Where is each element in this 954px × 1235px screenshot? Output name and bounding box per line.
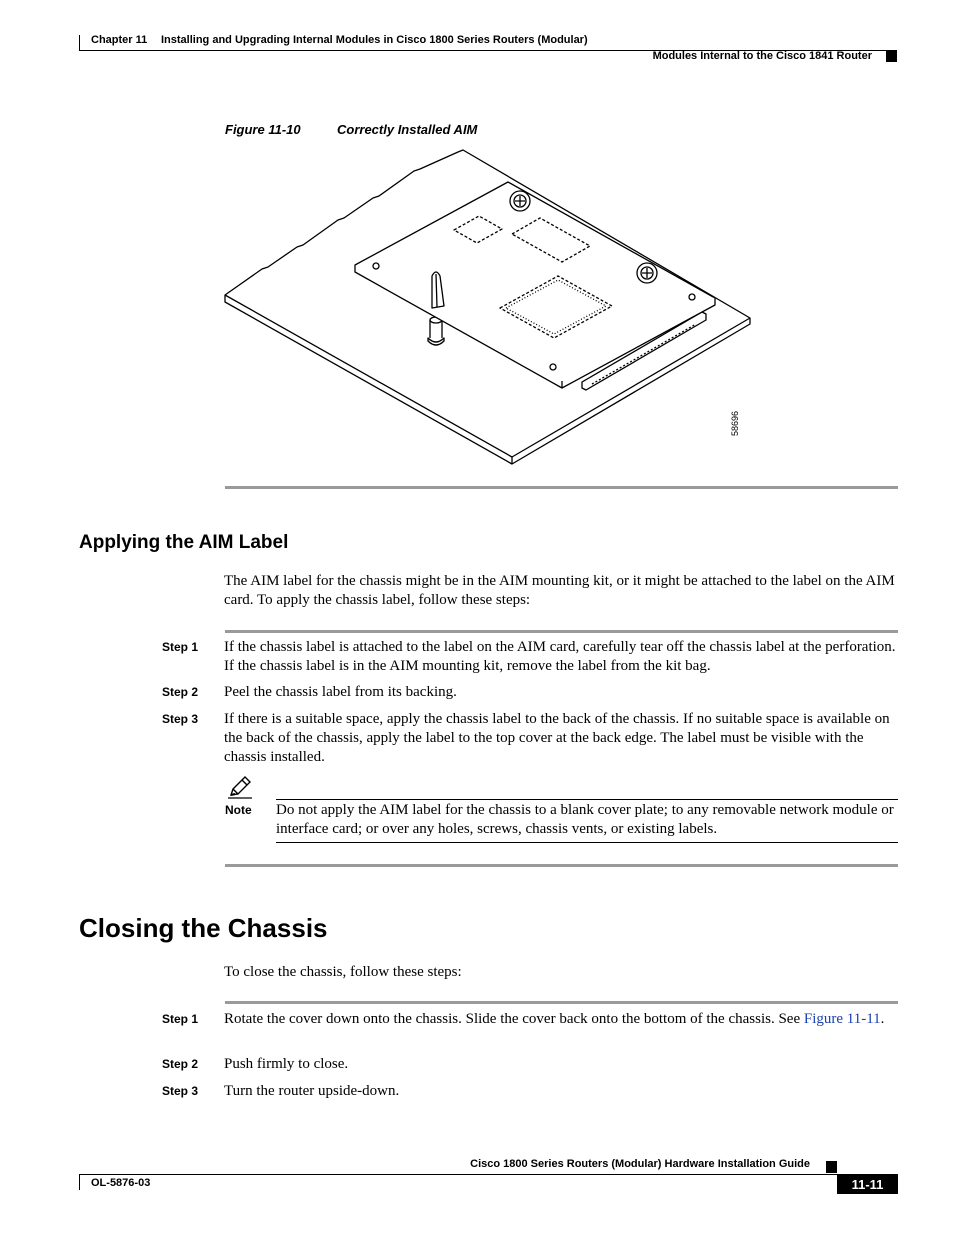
aim-step-2-text: Peel the chassis label from its backing. <box>224 684 457 700</box>
closing-step-1-label: Step 1 <box>162 1012 199 1026</box>
note-pencil-icon <box>227 775 253 799</box>
aim-step-1-text: If the chassis label is attached to the label on the AIM card, carefully tear off the chassis label at the perforation. If the chassis label is in the AIM mounting kit, remove the label from the kit bag. <box>224 639 896 674</box>
footer-page-number: 11-11 <box>837 1174 898 1194</box>
aim-installed-illustration <box>222 148 756 468</box>
closing-step-2-label: Step 2 <box>162 1057 199 1071</box>
header-left-rule <box>79 35 80 51</box>
header-chapter: Chapter 11 <box>91 34 148 46</box>
footer-left-rule <box>79 1174 80 1190</box>
closing-step-3-text: Turn the router upside-down. <box>224 1083 400 1099</box>
card-screw-top <box>510 191 530 211</box>
aim-step-3-label: Step 3 <box>162 712 199 726</box>
figure-art-id: 58696 <box>730 410 740 436</box>
aim-label-intro: The AIM label for the chassis might be in the AIM mounting kit, or it might be attached to the label on the AIM card. To apply the chassis label, follow these steps: <box>224 573 895 608</box>
header-section-title: Modules Internal to the Cisco 1841 Router <box>652 50 872 62</box>
aim-step-3-text: If there is a suitable space, apply the chassis label to the back of the chassis. If no suitable space is available on the back of the chassis, apply the label to the top cover at the back edge. The label must be visible with the chassis installed. <box>224 711 890 765</box>
closing-steps-top-rule <box>225 1001 898 1004</box>
section-heading-closing-chassis: Closing the Chassis <box>79 913 328 943</box>
figure-11-11-link[interactable]: Figure 11-11 <box>803 1011 881 1027</box>
section-heading-aim-label: Applying the AIM Label <box>79 532 289 553</box>
section-end-rule <box>225 864 898 867</box>
closing-intro: To close the chassis, follow these steps: <box>224 964 462 980</box>
note-bottom-rule <box>276 842 898 843</box>
footer-marker-block <box>826 1161 837 1173</box>
note-text: Do not apply the AIM label for the chassis to a blank cover plate; to any removable network module or interface card; or over any holes, screws, chassis vents, or existing labels. <box>276 802 894 837</box>
steps-top-rule <box>225 630 898 633</box>
figure-title: Correctly Installed AIM <box>337 122 478 137</box>
closing-step-1-text <box>224 1010 898 1029</box>
card-screw-right <box>637 263 657 283</box>
closing-step-1-text-after: . <box>880 1011 885 1027</box>
closing-step-1-text-before: Rotate the cover down onto the chassis. Slide the cover back onto the bottom of the chassis. See <box>224 1011 804 1027</box>
aim-step-2-label: Step 2 <box>162 685 199 699</box>
footer-rule <box>79 1174 897 1175</box>
footer-guide-title: Cisco 1800 Series Routers (Modular) Hardware Installation Guide <box>470 1158 810 1170</box>
header-chapter-title: Installing and Upgrading Internal Modules in Cisco 1800 Series Routers (Modular) <box>161 34 588 46</box>
footer-doc-id: OL-5876-03 <box>91 1177 151 1189</box>
aim-step-1-label: Step 1 <box>162 640 199 654</box>
note-top-rule <box>276 799 898 800</box>
header-marker-block <box>886 51 897 62</box>
closing-step-2-text: Push firmly to close. <box>224 1056 349 1072</box>
note-label: Note <box>225 803 252 817</box>
figure-number: Figure 11-10 <box>225 122 301 137</box>
figure-bottom-rule <box>225 486 898 489</box>
closing-step-3-label: Step 3 <box>162 1084 199 1098</box>
